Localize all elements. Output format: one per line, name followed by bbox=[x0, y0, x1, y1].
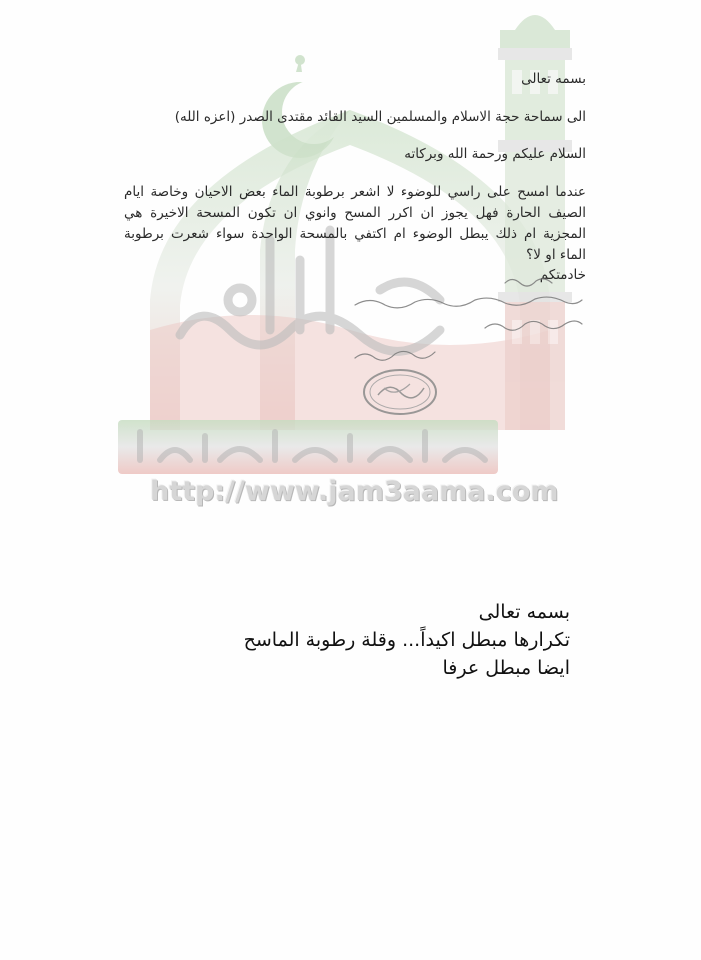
letter-greeting: السلام عليكم ورحمة الله وبركاته bbox=[404, 146, 586, 162]
answer-line-2: تكرارها مبطل اكيداً... وقلة رطوبة الماسح bbox=[243, 629, 570, 651]
letter-addressee: الى سماحة حجة الاسلام والمسلمين السيد القائد مقتدى الصدر (اعزه الله) bbox=[174, 109, 586, 125]
answer-line-3: ايضا مبطل عرفا bbox=[442, 657, 570, 679]
letter-question: عندما امسح على راسي للوضوء لا اشعر برطوبة الماء بعض الاحيان وخاصة ايام الصيف الحارة فهل يجوز ان اكرر المسح وانوي ان تكون المسحة الاخيرة هي المجزية ام ذلك يبطل الوضوء ام اكتفي بالمسحة الواحدة سواء شعرت برطوبة الماء او لا؟ bbox=[124, 184, 586, 263]
watermark-url: http://www.jam3aama.com bbox=[150, 476, 559, 507]
handwritten-reply bbox=[0, 0, 701, 420]
answer-basmala: بسمه تعالى bbox=[478, 601, 570, 623]
letter-signature: خادمتكم bbox=[539, 267, 586, 283]
letter-basmala: بسمه تعالى bbox=[521, 71, 586, 87]
seal-stamp bbox=[364, 370, 436, 414]
